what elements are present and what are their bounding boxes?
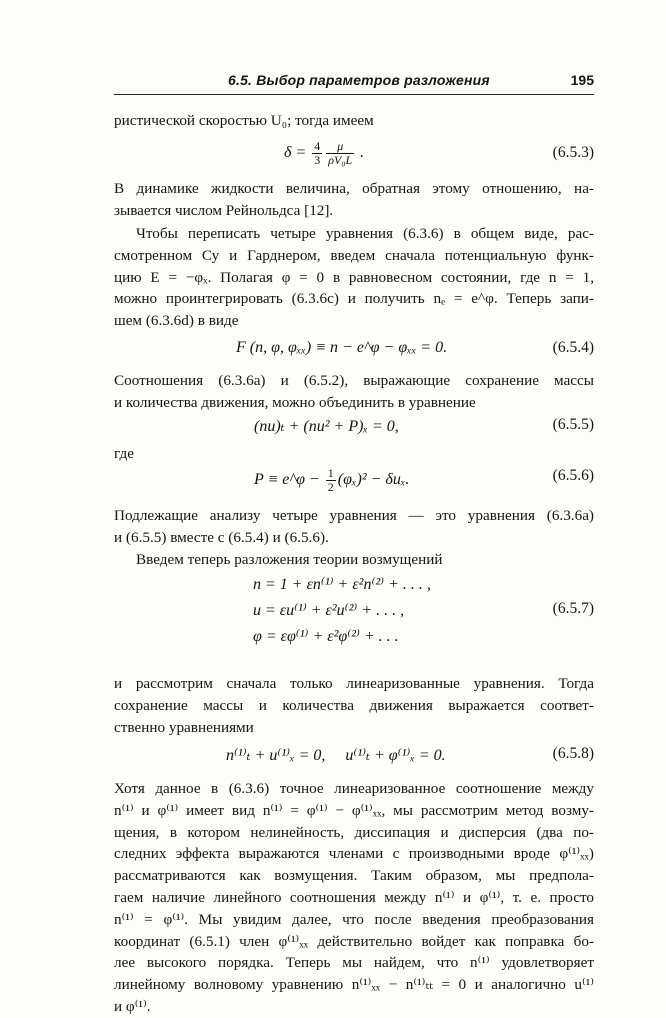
text-line: линейному волновому уравнению n⁽¹⁾ₓₓ − n⁽¹⁾ₜₜ = 0 и аналогично u⁽¹⁾ [114, 976, 594, 994]
text-line: координат (6.5.1) член φ⁽¹⁾ₓₓ действительно войдет как поправка бо- [114, 932, 594, 950]
text-line: следних эффекта выражаются членами с производными вроде φ⁽¹⁾ₓₓ) [114, 845, 594, 863]
eq-lhs: P ≡ e^φ − [254, 471, 324, 489]
eq-body: (nu)ₜ + (nu² + P)ₓ = 0, [254, 418, 399, 435]
paragraph-2 [114, 178, 594, 222]
text-line: и рассмотрим сначала только линеаризованные уравнения. Тогда [114, 675, 594, 692]
text-line: шем (6.3.6d) в виде [114, 312, 239, 330]
equation-6-5-7 [114, 572, 594, 662]
equation-6-5-3: δ = $\frac{4}{3}$ $\frac{\mu}{\text{ρV₀L}}$ . (6.5.3) [284, 139, 594, 167]
equation-number: (6.5.6) [552, 467, 594, 484]
text-line: В динамике жидкости величина, обратная этому отношению, на- [114, 180, 594, 197]
equation-6-5-8 [114, 741, 594, 769]
text-line: щения, в котором нелинейность, диссипация и дисперсия (два по- [114, 823, 594, 841]
eq-lhs: δ = [284, 144, 311, 162]
text-line: где [114, 445, 134, 462]
text-line: и количества движения, можно объединить в уравнение [114, 393, 476, 411]
paragraph-6 [114, 505, 594, 549]
fraction: $\frac{4}{3}$ [314, 139, 321, 167]
text-line: гаем наличие линейного соотношения между n⁽¹⁾ и φ⁽¹⁾, т. е. просто [114, 888, 594, 906]
paragraph-8 [114, 673, 594, 738]
text-line: Чтобы переписать четыре уравнения (6.3.6) в общем виде, рас- [136, 225, 594, 242]
eq-line: φ = εφ⁽¹⁾ + ε²φ⁽²⁾ + . . . [253, 628, 399, 645]
text-line: смотренном Су и Гарднером, введем сначала потенциальную функ- [114, 246, 594, 264]
text-line: сохранение массы и количества движения выражается соответ- [114, 696, 594, 714]
equation-number: (6.5.8) [552, 745, 594, 762]
page-number: 195 [570, 72, 594, 88]
paragraph-9 [114, 778, 594, 1018]
running-header [114, 70, 594, 95]
eq-body: F (n, φ, φₓₓ) ≡ n − e^φ − φₓₓ = 0. [236, 339, 448, 356]
text-line: Соотношения (6.3.6а) и (6.5.2), выражающие сохранение массы [114, 372, 594, 389]
paragraph-1 [114, 110, 594, 132]
text-line: и φ⁽¹⁾. [114, 997, 151, 1015]
text-line: ственно уравнениями [114, 718, 254, 736]
equation-6-5-4 [114, 335, 594, 363]
text-line: зывается числом Рейнольдса [12]. [114, 201, 334, 219]
fraction: $\frac{1}{2}$ [327, 466, 334, 494]
text-line: n⁽¹⁾ и φ⁽¹⁾ имеет вид n⁽¹⁾ = φ⁽¹⁾ − φ⁽¹⁾ₓₓ, мы рассмотрим метод возму- [114, 801, 594, 819]
text-line: Подлежащие анализу четыре уравнения — это уравнения (6.3.6а) [114, 507, 594, 524]
fraction: $\frac{\mu}{\text{ρV₀L}}$ [328, 139, 353, 167]
text-line: цию E = −φₓ. Полагая φ = 0 в равновесном состоянии, где n = 1, [114, 268, 594, 286]
text-line: лее высокого порядка. Теперь мы найдем, что n⁽¹⁾ удовлетворяет [114, 954, 594, 972]
paragraph-5 [114, 443, 594, 465]
text-line: n⁽¹⁾ = φ⁽¹⁾. Мы увидим далее, что после введения преобразования [114, 910, 594, 928]
paragraph-7 [114, 549, 594, 571]
eq-line: n = 1 + εn⁽¹⁾ + ε²n⁽²⁾ + . . . , [253, 576, 431, 593]
text-line: и (6.5.5) вместе с (6.5.4) и (6.5.6). [114, 528, 329, 546]
paragraph-3 [114, 223, 594, 332]
equation-number: (6.5.4) [552, 339, 594, 356]
eq-line: u = εu⁽¹⁾ + ε²u⁽²⁾ + . . . , [253, 602, 405, 619]
paragraph-4 [114, 370, 594, 414]
text-line: Хотя данное в (6.3.6) точное линеаризованное соотношение между [114, 780, 594, 797]
eq-body: n⁽¹⁾ₜ + u⁽¹⁾ₓ = 0, u⁽¹⁾ₜ + φ⁽¹⁾ₓ = 0. [226, 747, 446, 764]
section-title: 6.5. Выбор параметров разложения [228, 72, 490, 88]
equation-6-5-6: P ≡ e^φ − $\frac{1}{2}$ (φₓ)² − δuₓ. (6.5.6) [254, 466, 594, 494]
text-line: рассматриваются как возмущения. Таким образом, мы предпола- [114, 867, 594, 885]
equation-number: (6.5.7) [552, 600, 594, 617]
text-line: Введем теперь разложения теории возмущений [136, 551, 443, 568]
equation-number: (6.5.3) [552, 144, 594, 161]
text-line: ристической скоростью U₀; тогда имеем [114, 112, 374, 129]
equation-6-5-5 [114, 412, 594, 440]
equation-number: (6.5.5) [552, 416, 594, 433]
text-line: можно проинтегрировать (6.3.6с) и получить nₑ = e^φ. Теперь запи- [114, 290, 594, 308]
